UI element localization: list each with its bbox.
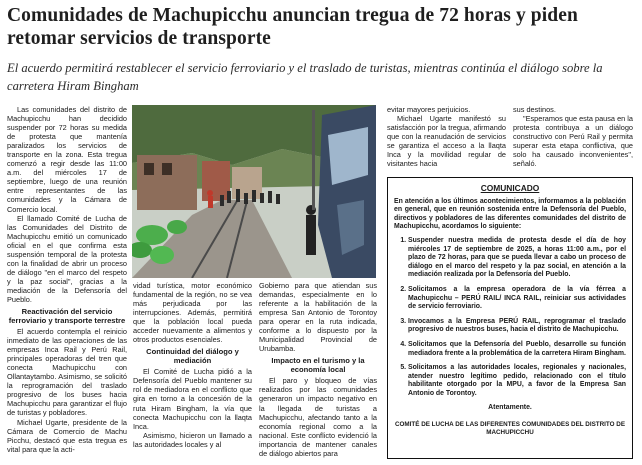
communique-item: 1. Suspender nuestra medida de protesta desde el día de hoy miércoles 17 de septiembre de 2025, a horas 11:00 a.m., por el plazo de 72 horas, para que se pueda llevar a cabo un proceso de diálogo en el marco del respeto y la paz social, en atención a la mediación realizada por la Defensoría del Pueblo. (408, 237, 626, 280)
news-photo (132, 105, 376, 278)
subheadline: El acuerdo permitirá restablecer el servicio ferroviario y el traslado de turistas, mientras continúa el diálogo sobre la carretera Hiram Bingham (7, 61, 603, 93)
section-heading: Continuidad del diálogo y mediación (146, 347, 239, 366)
paragraph: El llamado Comité de Lucha de las Comunidades del Distrito de Machupicchu emitió un comunicado oficial en el que confirma esta suspensión temporal de la protesta con la finalidad de abrir un proceso de diálogo "en el marco del respeto y la paz social", gracias a la mediación de la Defensoría del Pueblo. (7, 213, 127, 304)
photo-illustration (132, 105, 376, 278)
paragraph: El acuerdo contempla el reinicio inmediato de las operaciones de las empresas Inca Rail y Perú Rail, principales operadoras del tren que conecta Machupicchu con Ollantaytambo. Asimismo, se solicitó la reprogramación del traslado progresivo de los buses hacia Machupicchu para garantizar el flujo de turistas y pobladores. (7, 327, 127, 418)
paragraph: sus destinos. (513, 105, 556, 114)
article-column-1 (7, 105, 127, 454)
communique-intro: En atención a los últimos acontecimientos, informamos a la población en general, que en reunión sostenida entre la Defensoría del Pueblo, directivos y pobladores de las diferentes comunidades del distrito de Machupicchu, acordamos lo siguiente: (394, 197, 626, 231)
communique-title: COMUNICADO (480, 183, 540, 193)
communique-item: 2. Solicitamos a la empresa operadora de la vía férrea a Machupicchu – PERÚ RAIL/ INCA RAIL, reiniciar sus actividades de servicio ferroviario. (408, 286, 626, 312)
communique-item: 4. Solicitamos que la Defensoría del Pueblo, desarrolle su función mediadora frente a la problemática de la carretera Hiram Bingham. (408, 341, 626, 358)
communique-item: 5. Solicitamos a las autoridades locales, regionales y nacionales, atender nuestro legítimo pedido, relacionado con el título habilitante otorgado por la MPU, a favor de la Empresa San Antonio de Torontoy. (408, 364, 626, 398)
article-column-4 (387, 105, 506, 168)
paragraph: Asimismo, hicieron un llamado a las autoridades locales y al (133, 430, 252, 449)
paragraph: El paro y bloqueo de vías realizados por las comunidades generaron un impacto negativo en la llegada de turistas a Machupicchu, afectando tanto a la economía regional como a la nacional. Este conflicto evidenció la importancia de mantener canales de diálogo abiertos para (259, 376, 377, 458)
paragraph: Michael Ugarte manifestó su satisfacción por la tregua, afirmando que con la reanudación de servicios se garantiza el acceso a la llaqta Inca y la movilidad regular de visitantes hacia (387, 114, 506, 169)
paragraph: vidad turística, motor económico fundamental de la región, no se vea más perjudicada por las interrupciones. Además, permitirá que la población local pueda acceder nuevamente a alimentos y otros productos esenciales. (133, 281, 252, 345)
article-column-3 (259, 281, 377, 458)
section-heading: Impacto en el turismo y la economía local (271, 356, 365, 375)
headline: Comunidades de Machupicchu anuncian tregua de 72 horas y piden retomar servicios de transporte (7, 5, 578, 49)
article-column-2 (133, 281, 252, 449)
section-heading: Reactivación del servicio ferroviario y transporte terrestre (8, 307, 126, 326)
paragraph: El Comité de Lucha pidió a la Defensoría del Pueblo mantener su rol de mediadora en el conflicto que gira en torno a la concesión de la ruta Hiram Bingham, la vía que conecta Machupicchu con la llaqta Inca. (133, 367, 252, 431)
communique-list (394, 237, 626, 399)
communique-item: 3. Invocamos a la Empresa PERÚ RAIL, reprogramar el traslado progresivo de nuestros buses, hacia el distrito de Machupicchu. (408, 318, 626, 335)
paragraph: Gobierno para que atiendan sus demandas, especialmente en lo referente a la habilitación de la empresa San Antonio de Torontoy para operar en la ruta indicada, conforme a lo dispuesto por la Municipalidad Provincial de Urubamba. (259, 281, 377, 354)
paragraph: Las comunidades del distrito de Machupicchu han decidido suspender por 72 horas su medida de protesta que mantenía paralizados los servicios de transporte en la zona. Esta tregua comenzó a regir desde las 11:00 a.m. del miércoles 17 de septiembre, luego de una reunión entre representantes de las comunidades y la Cámara de Comercio local. (7, 105, 127, 214)
paragraph: "Esperamos que esta pausa en la protesta contribuya a un diálogo constructivo con Perú Rail y permita superar esta etapa conflictiva, que solo ha causado inconvenientes", señaló. (513, 114, 633, 169)
communique-closing: Atentamente. (488, 404, 532, 412)
article-column-5 (513, 105, 633, 168)
communique-box (387, 177, 633, 459)
communique-signature: COMITÉ DE LUCHA DE LAS DIFERENTES COMUNIDADES DEL DISTRITO DE MACHUPICCHU (394, 421, 626, 436)
paragraph: Michael Ugarte, presidente de la Cámara de Comercio de Machu Picchu, destacó que esta tregua es vital para que la acti- (7, 417, 127, 454)
paragraph: evitar mayores perjuicios. (387, 105, 471, 114)
